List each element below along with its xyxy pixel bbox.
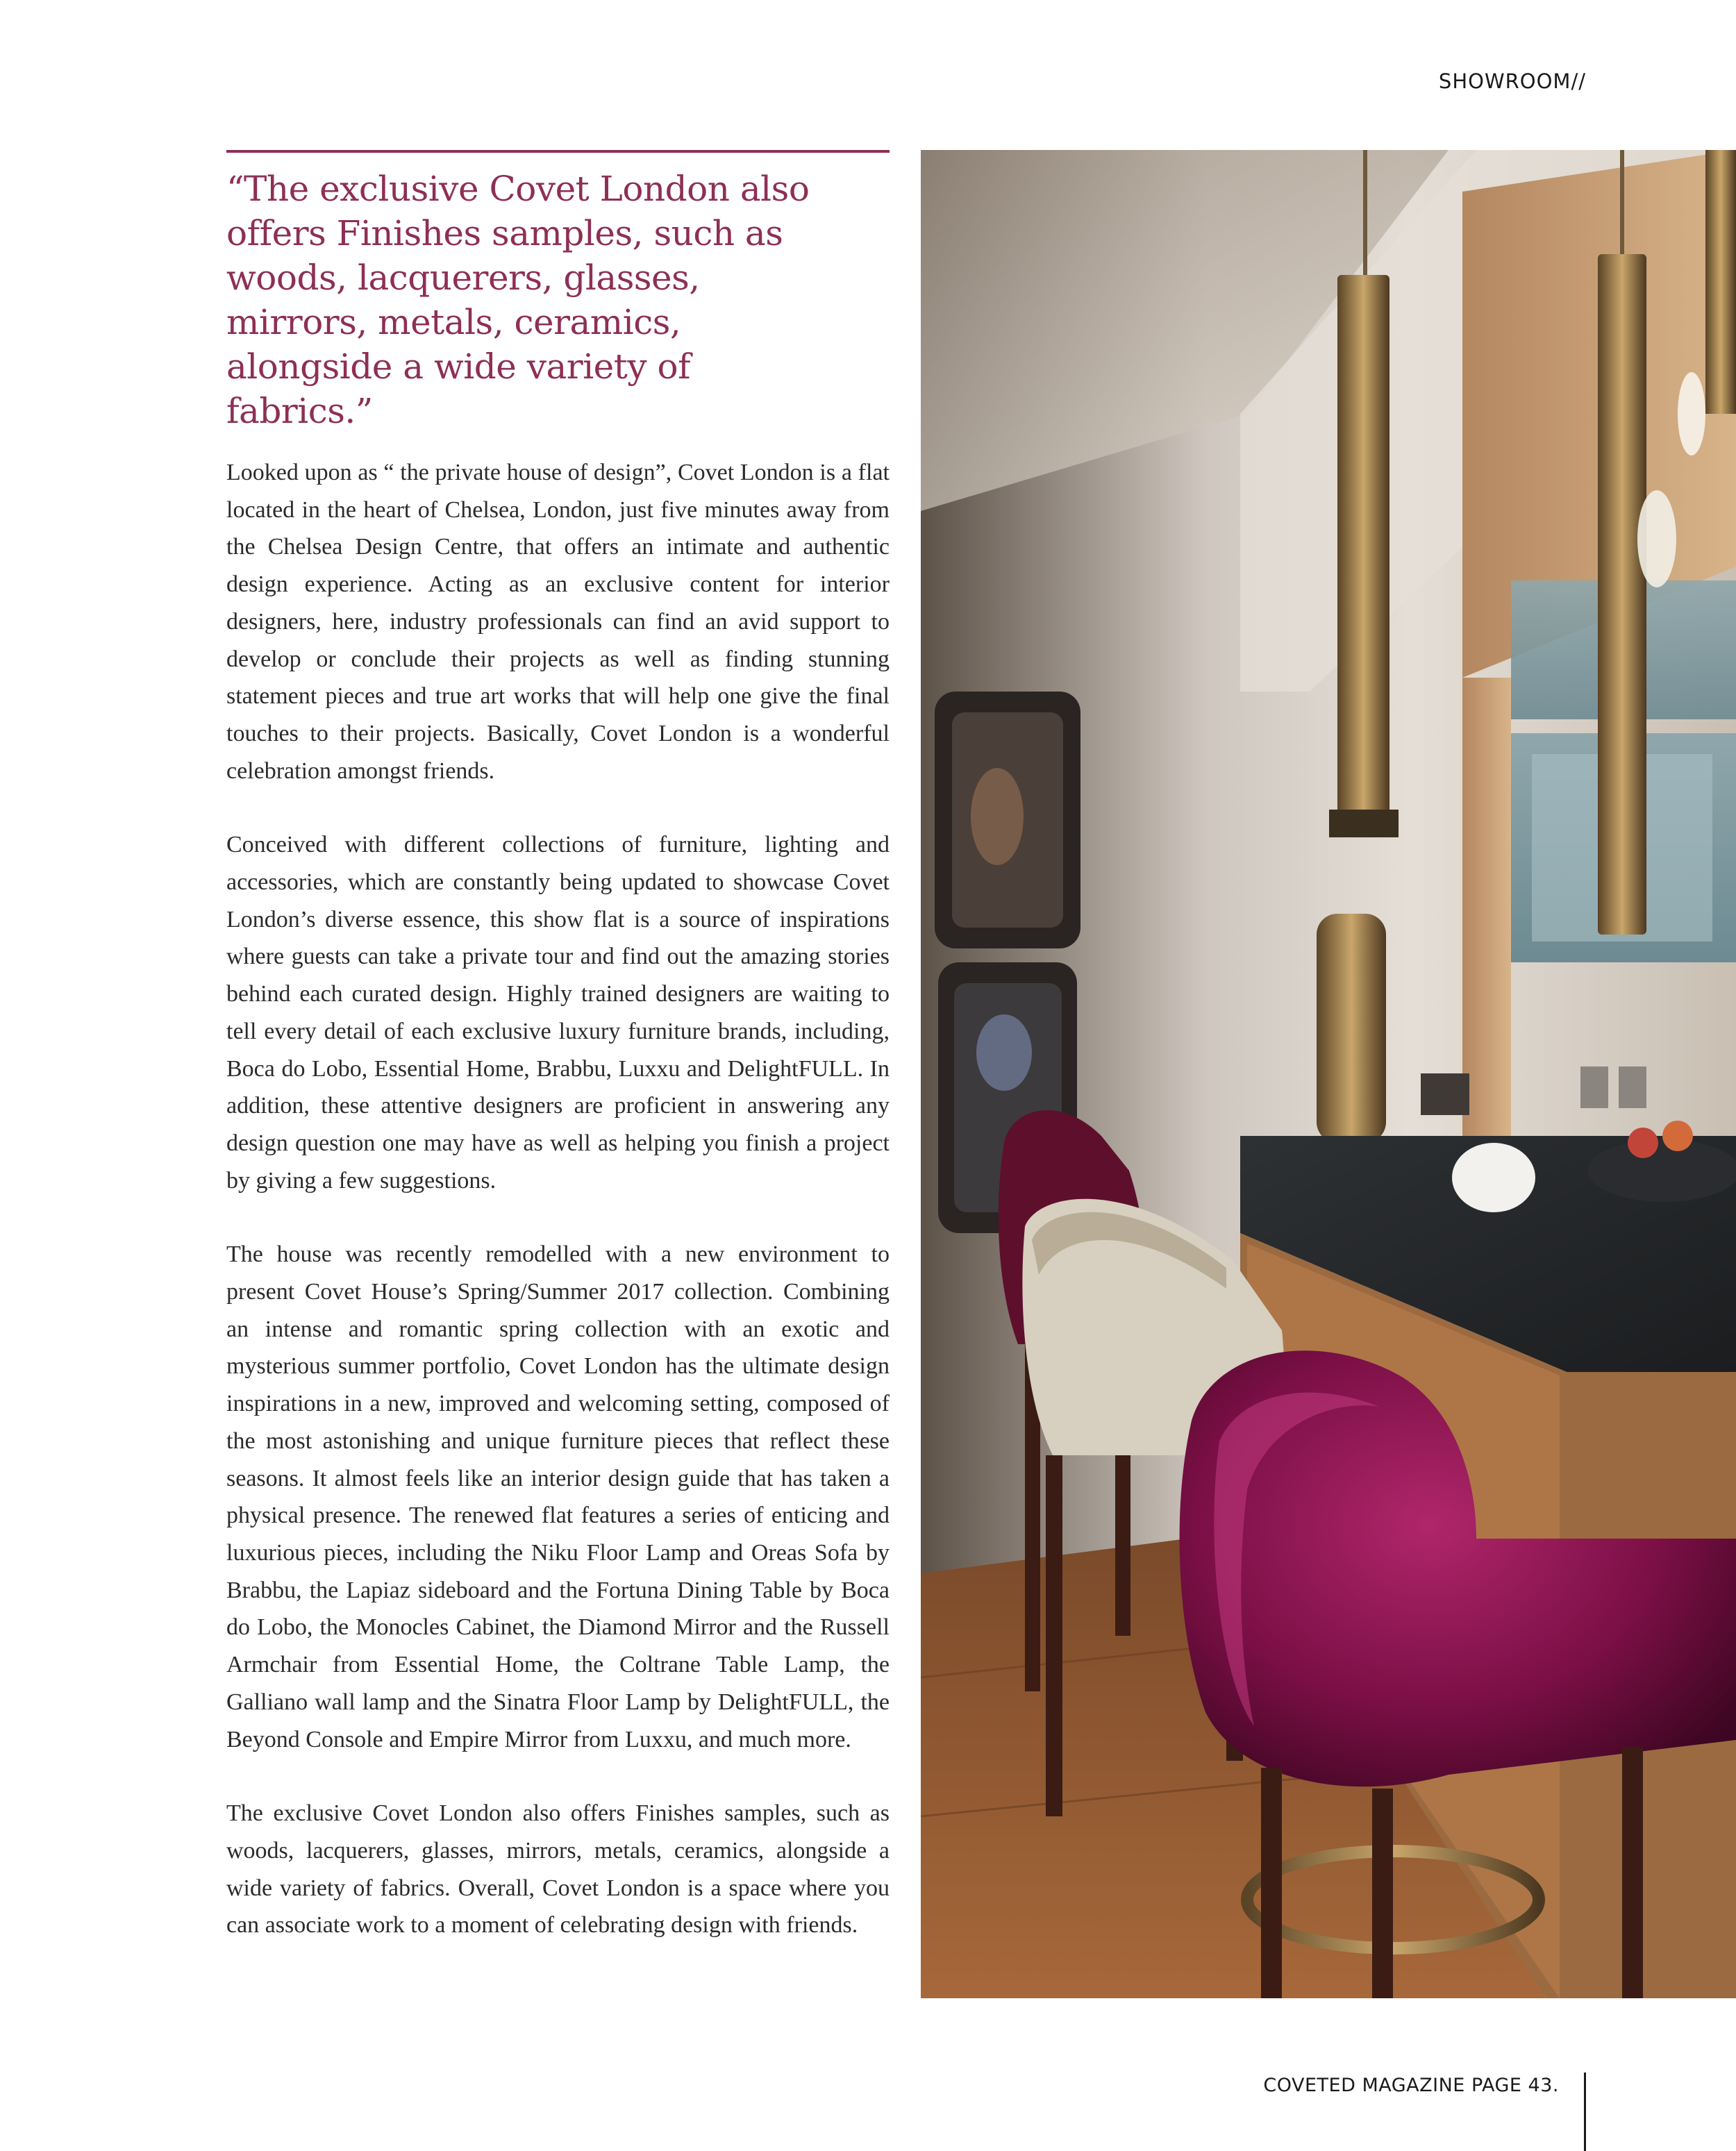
body-paragraph: The exclusive Covet London also offers Finishes samples, such as woods, lacquerers, glasses, mirrors, metals, ceramics, alongside a wide variety of fabrics. Overall, Covet London is a space where you can associate work to a moment of celebrating design with friends. (226, 1800, 890, 1939)
page-number: COVETED MAGAZINE PAGE 43. (1263, 2075, 1559, 2096)
pull-quote: “The exclusive Covet London also offers Finishes samples, such as woods, lacquerers, glasses, mirrors, metals, ceramics, alongside a wide variety of fabrics.” (226, 169, 810, 431)
showroom-photo (921, 150, 1736, 1998)
section-label: SHOWROOM// (1438, 69, 1586, 93)
body-paragraph: Conceived with different collections of furniture, lighting and accessories, which are constantly being updated to showcase Covet London’s diverse essence, this show flat is a source of inspirations where guests can take a private tour and find out the amazing stories behind each curated design. Highly trained designers are waiting to tell every detail of each exclusive luxury furniture brands, including, Boca do Lobo, Essential Home, Brabbu, Luxxu and DelightFULL. In addition, these attentive designers are proficient in answering any design question one may have as well as helping you finish a project by giving a few suggestions. (226, 832, 890, 1194)
body-paragraph: Looked upon as “ the private house of design”, Covet London is a flat located in the heart of Chelsea, London, just five minutes away from the Chelsea Design Centre, that offers an intimate and authentic design experience. Acting as an exclusive content for interior designers, here, industry professionals can find an avid support to develop or conclude their projects as well as finding stunning statement pieces and true art works that will help one give the final touches to their projects. Basically, Covet London is a wonderful celebration amongst friends. (226, 460, 890, 784)
article-column (226, 150, 890, 1944)
pull-quote-rule (226, 150, 890, 153)
footer-divider (1584, 2073, 1586, 2151)
body-paragraph: The house was recently remodelled with a new environment to present Covet House’s Spring/Summer 2017 collection. Combining an intense and romantic spring collection with an exotic and mysterious summer portfolio, Covet London has the ultimate design inspirations in a new, improved and welcoming setting, composed of the most astonishing and unique furniture pieces that reflect these seasons. It almost feels like an interior design guide that has taken a physical presence. The renewed flat features a series of enticing and luxurious pieces, including the Niku Floor Lamp and Oreas Sofa by Brabbu, the Lapiaz sideboard and the Fortuna Dining Table by Boca do Lobo, the Monocles Cabinet, the Diamond Mirror and the Russell Armchair from Essential Home, the Coltrane Table Lamp, the Galliano wall lamp and the Sinatra Floor Lamp by DelightFULL, the Beyond Console and Empire Mirror from Luxxu, and much more. (226, 1241, 890, 1752)
